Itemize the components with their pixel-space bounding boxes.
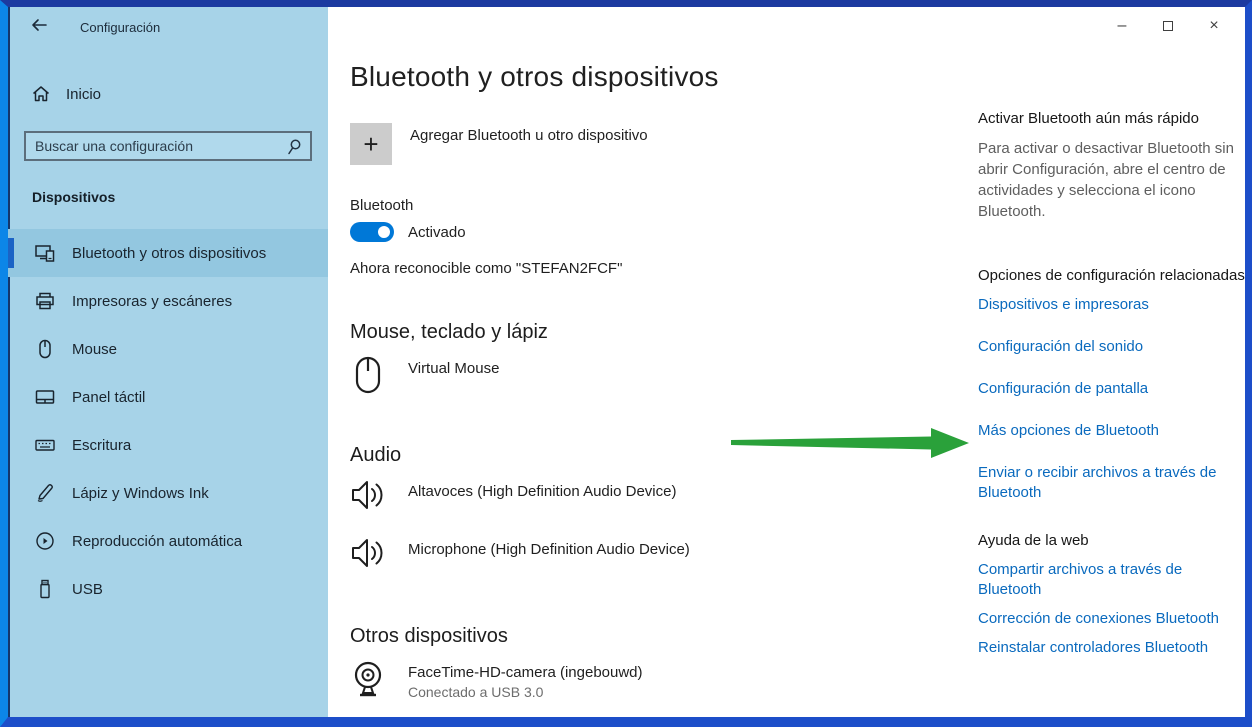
device-name: Virtual Mouse bbox=[408, 360, 500, 377]
sidebar-item-label: Panel táctil bbox=[72, 388, 146, 406]
keyboard-icon bbox=[34, 434, 56, 456]
device-name: Altavoces (High Definition Audio Device) bbox=[408, 483, 677, 500]
sidebar-item-label: Escritura bbox=[72, 436, 132, 454]
bluetooth-toggle[interactable] bbox=[350, 222, 394, 242]
window-controls bbox=[1099, 11, 1237, 41]
link-reinstall-bluetooth-drivers[interactable]: Reinstalar controladores Bluetooth bbox=[978, 639, 1209, 656]
sidebar-item-pen[interactable] bbox=[8, 469, 328, 517]
titlebar-left bbox=[8, 7, 328, 47]
related-settings-heading: Opciones de configuración relacionadas bbox=[978, 267, 1245, 284]
bluetooth-label: Bluetooth bbox=[350, 197, 414, 214]
mouse-icon bbox=[350, 356, 386, 394]
sidebar-item-typing[interactable] bbox=[8, 421, 328, 469]
link-more-bluetooth-options[interactable]: Más opciones de Bluetooth bbox=[978, 422, 1159, 439]
sidebar-item-label: Bluetooth y otros dispositivos bbox=[72, 244, 267, 262]
link-devices-printers[interactable]: Dispositivos e impresoras bbox=[978, 296, 1149, 313]
tip-heading: Activar Bluetooth aún más rápido bbox=[978, 110, 1199, 127]
mouse-icon bbox=[34, 338, 56, 360]
sidebar bbox=[8, 7, 328, 717]
sidebar-item-usb[interactable] bbox=[8, 565, 328, 613]
speaker-icon bbox=[350, 537, 386, 569]
maximize-button[interactable] bbox=[1145, 11, 1191, 41]
main-content bbox=[328, 7, 1245, 717]
device-info bbox=[408, 660, 643, 700]
back-button[interactable] bbox=[22, 14, 56, 40]
maximize-icon bbox=[1163, 21, 1173, 31]
devices-icon bbox=[34, 242, 56, 264]
usb-icon bbox=[34, 578, 56, 600]
link-fix-bluetooth-connections[interactable]: Corrección de conexiones Bluetooth bbox=[978, 610, 1219, 627]
sidebar-item-printers[interactable] bbox=[8, 277, 328, 325]
link-sound-settings[interactable]: Configuración del sonido bbox=[978, 338, 1144, 355]
search-icon[interactable] bbox=[285, 138, 303, 161]
help-links bbox=[978, 560, 1246, 658]
sidebar-item-bluetooth[interactable] bbox=[8, 229, 328, 277]
sidebar-section-label: Dispositivos bbox=[32, 189, 116, 205]
search-input[interactable] bbox=[26, 133, 310, 159]
printer-icon bbox=[34, 290, 56, 312]
sidebar-item-label: USB bbox=[72, 580, 103, 598]
minimize-button[interactable]: – bbox=[1117, 17, 1127, 34]
touchpad-icon bbox=[34, 386, 56, 408]
close-button[interactable]: × bbox=[1209, 17, 1219, 34]
app-title: Configuración bbox=[80, 19, 161, 35]
settings-window bbox=[8, 7, 1245, 717]
back-arrow-icon bbox=[30, 17, 48, 38]
search-box bbox=[24, 131, 312, 161]
toggle-knob bbox=[378, 226, 390, 238]
device-name: Microphone (High Definition Audio Device) bbox=[408, 541, 690, 558]
link-display-settings[interactable]: Configuración de pantalla bbox=[978, 380, 1149, 397]
right-panel bbox=[978, 109, 1246, 667]
section-heading-mouse: Mouse, teclado y lápiz bbox=[350, 321, 548, 343]
related-links bbox=[978, 295, 1246, 503]
device-status: Conectado a USB 3.0 bbox=[408, 684, 544, 700]
link-share-files-bluetooth[interactable]: Compartir archivos a través de Bluetooth bbox=[978, 561, 1183, 598]
section-heading-other: Otros dispositivos bbox=[350, 625, 508, 647]
sidebar-item-label: Lápiz y Windows Ink bbox=[72, 484, 209, 502]
device-name: FaceTime-HD-camera (ingebouwd) bbox=[408, 664, 643, 681]
sidebar-item-label: Impresoras y escáneres bbox=[72, 292, 233, 310]
page-title: Bluetooth y otros dispositivos bbox=[350, 61, 719, 92]
plus-icon: + bbox=[350, 123, 392, 165]
sidebar-item-mouse[interactable] bbox=[8, 325, 328, 373]
toggle-state-label: Activado bbox=[408, 223, 466, 241]
speaker-icon bbox=[350, 479, 386, 511]
home-icon bbox=[30, 83, 52, 105]
autoplay-icon bbox=[34, 530, 56, 552]
webcam-icon bbox=[350, 660, 386, 700]
discoverable-text: Ahora reconocible como "STEFAN2FCF" bbox=[350, 260, 623, 277]
section-heading-audio: Audio bbox=[350, 444, 402, 466]
sidebar-item-autoplay[interactable] bbox=[8, 517, 328, 565]
sidebar-item-label: Mouse bbox=[72, 340, 118, 358]
web-help-heading: Ayuda de la web bbox=[978, 532, 1089, 549]
link-send-receive-files[interactable]: Enviar o recibir archivos a través de Bluetooth bbox=[978, 464, 1217, 501]
sidebar-item-touchpad[interactable] bbox=[8, 373, 328, 421]
sidebar-item-home[interactable] bbox=[8, 79, 328, 109]
add-device-label: Agregar Bluetooth u otro dispositivo bbox=[410, 127, 648, 144]
sidebar-item-label: Reproducción automática bbox=[72, 532, 243, 550]
tip-body: Para activar o desactivar Bluetooth sin abrir Configuración, abre el centro de actividades y selecciona el icono Bluetooth. bbox=[978, 140, 1234, 220]
sidebar-home-label: Inicio bbox=[66, 85, 102, 103]
sidebar-nav bbox=[8, 229, 328, 613]
pen-icon bbox=[34, 482, 56, 504]
